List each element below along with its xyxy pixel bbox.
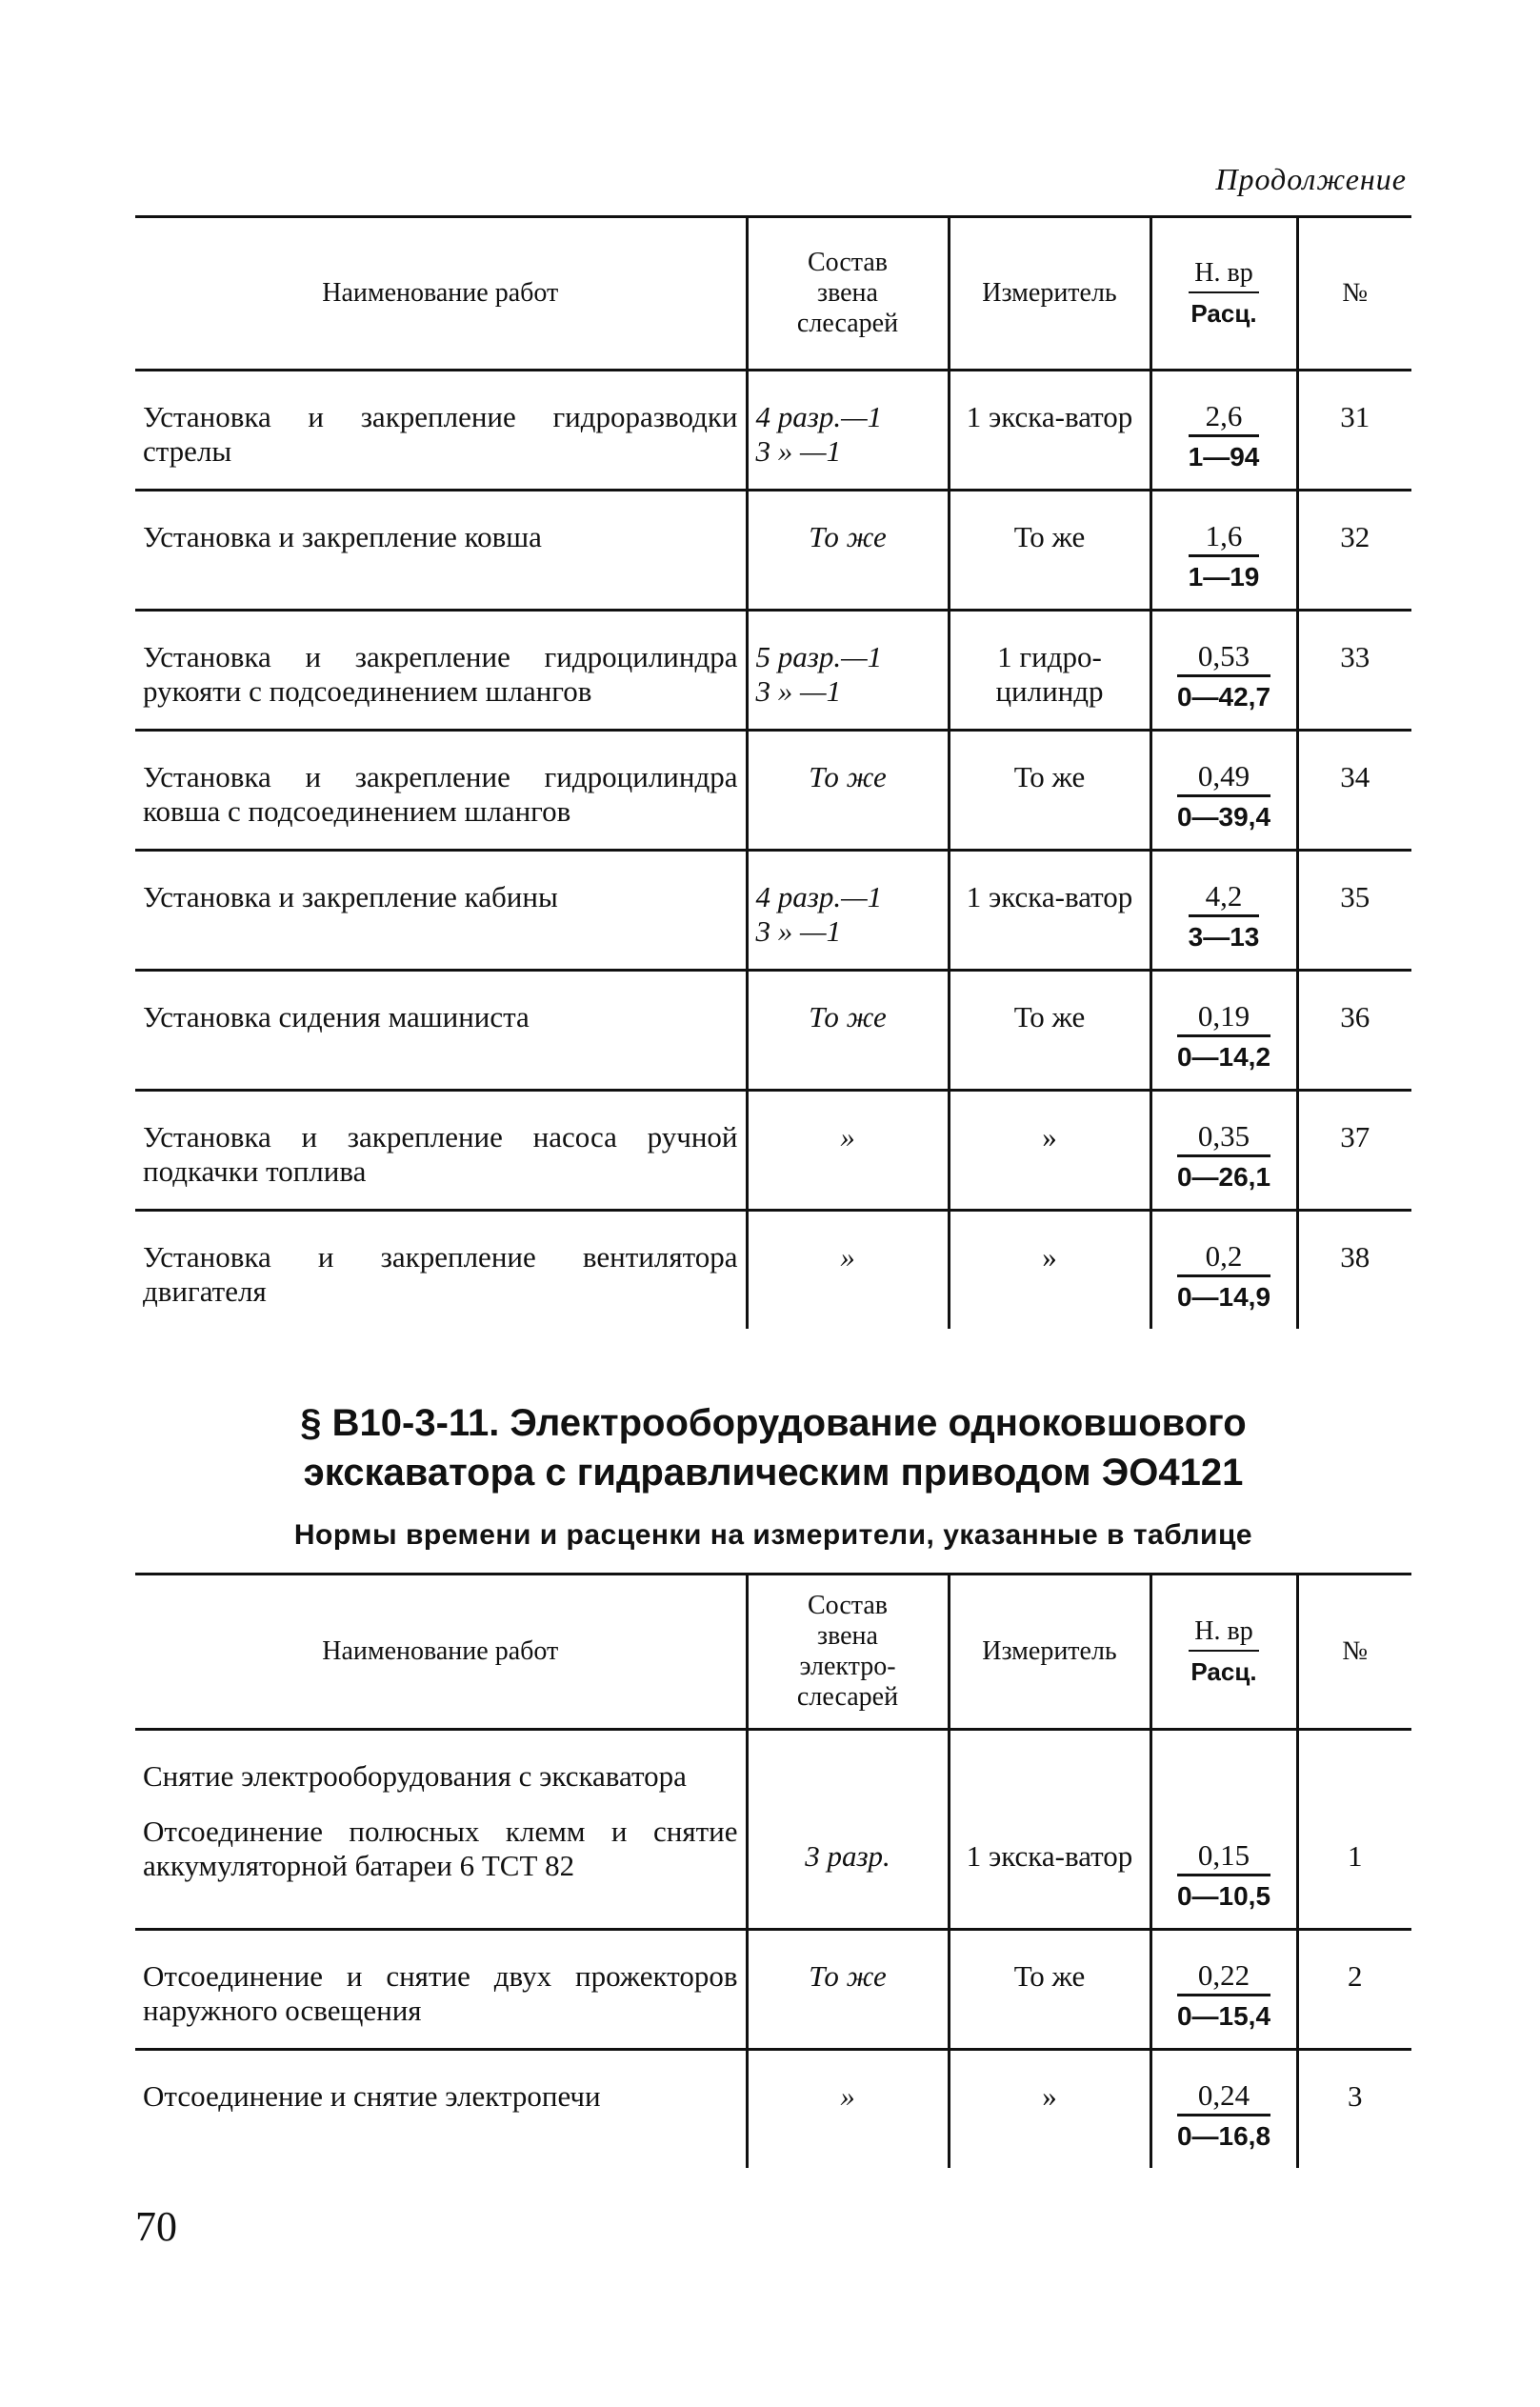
time-norm: 0,15 bbox=[1177, 1839, 1270, 1876]
crew: То же bbox=[747, 971, 949, 1091]
section-subtitle: Нормы времени и расценки на измерители, указанные в таблице bbox=[293, 1519, 1253, 1551]
time-norm: 0,19 bbox=[1177, 1000, 1270, 1037]
crew: То же bbox=[747, 1930, 949, 2050]
time-norm: 1,6 bbox=[1189, 520, 1260, 557]
measure: 1 гидро-цилиндр bbox=[949, 611, 1150, 731]
rate: 1—19 bbox=[1188, 562, 1260, 592]
work-name: Установка и закрепление насоса ручной подкачки топлива bbox=[135, 1091, 747, 1211]
rate: 0—14,9 bbox=[1176, 1282, 1271, 1312]
work-name: Установка и закрепление гидроцилиндра ковша с подсоединением шлангов bbox=[135, 731, 747, 851]
work-name: Установка и закрепление вентилятора двигателя bbox=[135, 1211, 747, 1330]
header-measure: Измеритель bbox=[949, 217, 1150, 371]
rate: 0—16,8 bbox=[1176, 2121, 1271, 2151]
rate: 0—42,7 bbox=[1176, 682, 1271, 712]
norm-fraction bbox=[1150, 611, 1297, 731]
crew: 4 разр.—1 3 » —1 bbox=[747, 371, 949, 491]
header-crew: Состав звена слесарей bbox=[747, 217, 949, 371]
measure: » bbox=[949, 2050, 1150, 2169]
time-norm: 0,49 bbox=[1177, 760, 1270, 797]
norm-fraction bbox=[1150, 971, 1297, 1091]
table-row bbox=[135, 1730, 1411, 1930]
crew: » bbox=[747, 2050, 949, 2169]
row-number: 33 bbox=[1297, 611, 1411, 731]
time-norm: 0,35 bbox=[1177, 1120, 1270, 1157]
table-row bbox=[135, 1211, 1411, 1330]
time-norm: 0,2 bbox=[1177, 1240, 1270, 1277]
header-time-norm: Н. вр bbox=[1189, 1615, 1258, 1652]
row-number: 1 bbox=[1297, 1730, 1411, 1930]
continuation-label: Продолжение bbox=[1215, 162, 1407, 196]
work-name: Установка и закрепление кабины bbox=[135, 851, 747, 971]
group-subheading: Снятие электрооборудования с экскаватора bbox=[143, 1759, 687, 1793]
rate: 0—39,4 bbox=[1176, 802, 1271, 832]
header-number: № bbox=[1297, 217, 1411, 371]
header-norm bbox=[1150, 217, 1297, 371]
rate: 0—14,2 bbox=[1176, 1042, 1271, 1072]
measure: 1 экска-ватор bbox=[949, 371, 1150, 491]
rate: 0—10,5 bbox=[1176, 1881, 1271, 1911]
time-norm: 0,24 bbox=[1177, 2079, 1270, 2116]
time-norm: 4,2 bbox=[1189, 880, 1260, 917]
header-number: № bbox=[1297, 1575, 1411, 1730]
work-name: Снятие электрооборудования с экскаватора Отсоединение полюсных клемм и снятие аккумуляторной батареи 6 ТСТ 82 bbox=[135, 1730, 747, 1930]
row-number: 2 bbox=[1297, 1930, 1411, 2050]
norm-fraction bbox=[1150, 2050, 1297, 2169]
measure: То же bbox=[949, 731, 1150, 851]
rate: 1—94 bbox=[1188, 442, 1260, 471]
norm-fraction bbox=[1150, 1730, 1297, 1930]
row-number: 38 bbox=[1340, 1240, 1370, 1274]
table-row bbox=[135, 971, 1411, 1091]
table-row bbox=[135, 491, 1411, 611]
measure: » bbox=[949, 1091, 1150, 1211]
table-row bbox=[135, 611, 1411, 731]
norm-fraction bbox=[1150, 1211, 1297, 1330]
measure: 1 экска-ватор bbox=[949, 851, 1150, 971]
table-row bbox=[135, 1091, 1411, 1211]
measure: 1 экска-ватор bbox=[949, 1730, 1150, 1930]
norm-fraction bbox=[1150, 491, 1297, 611]
section-title: § В10-3-11. Электрооборудование одноковшового экскаватора с гидравлическим приводом ЭО4121 bbox=[300, 1402, 1247, 1494]
row-number: 34 bbox=[1297, 731, 1411, 851]
measure: То же bbox=[949, 971, 1150, 1091]
time-norm: 0,53 bbox=[1177, 640, 1270, 677]
header-rate: Расц. bbox=[1190, 1657, 1257, 1686]
header-work-name: Наименование работ bbox=[135, 1575, 747, 1730]
crew: » bbox=[747, 1091, 949, 1211]
row-number: 36 bbox=[1297, 971, 1411, 1091]
time-norm: 0,22 bbox=[1177, 1959, 1270, 1996]
norm-fraction bbox=[1150, 851, 1297, 971]
norm-fraction bbox=[1150, 731, 1297, 851]
measure: То же bbox=[949, 1930, 1150, 2050]
norms-table-1 bbox=[135, 215, 1411, 1329]
header-time-norm: Н. вр bbox=[1189, 257, 1258, 293]
work-name: Установка и закрепление гидроцилиндра рукояти с подсоединением шлангов bbox=[135, 611, 747, 731]
rate: 3—13 bbox=[1188, 922, 1260, 952]
table-header-row bbox=[135, 217, 1411, 371]
table-row bbox=[135, 371, 1411, 491]
table-row bbox=[135, 731, 1411, 851]
measure: » bbox=[949, 1211, 1150, 1330]
norms-table-2 bbox=[135, 1573, 1411, 2168]
crew: 4 разр.—1 3 » —1 bbox=[747, 851, 949, 971]
time-norm: 2,6 bbox=[1189, 400, 1260, 437]
work-name: Установка и закрепление гидроразводки стрелы bbox=[135, 371, 747, 491]
rate: 0—15,4 bbox=[1176, 2001, 1271, 2031]
norm-fraction bbox=[1150, 371, 1297, 491]
work-name: Отсоединение и снятие электропечи bbox=[135, 2050, 747, 2169]
page-number: 70 bbox=[135, 2203, 177, 2250]
crew: 5 разр.—1 3 » —1 bbox=[747, 611, 949, 731]
header-crew: Состав звена электро- слесарей bbox=[747, 1575, 949, 1730]
row-number: 31 bbox=[1297, 371, 1411, 491]
row-number: 32 bbox=[1297, 491, 1411, 611]
norm-fraction bbox=[1150, 1930, 1297, 2050]
header-measure: Измеритель bbox=[949, 1575, 1150, 1730]
header-norm bbox=[1150, 1575, 1297, 1730]
crew: То же bbox=[747, 491, 949, 611]
table-header-row bbox=[135, 1575, 1411, 1730]
table-row bbox=[135, 2050, 1411, 2169]
header-rate: Расц. bbox=[1190, 299, 1257, 328]
work-name: Отсоединение и снятие двух прожекторов наружного освещения bbox=[135, 1930, 747, 2050]
header-work-name: Наименование работ bbox=[135, 217, 747, 371]
norm-fraction bbox=[1150, 1091, 1297, 1211]
crew: 3 разр. bbox=[747, 1730, 949, 1930]
measure: То же bbox=[949, 491, 1150, 611]
row-number: 37 bbox=[1297, 1091, 1411, 1211]
work-name: Установка и закрепление ковша bbox=[135, 491, 747, 611]
crew: » bbox=[747, 1211, 949, 1330]
row-number: 35 bbox=[1297, 851, 1411, 971]
row-number: 3 bbox=[1348, 2079, 1363, 2113]
work-name: Установка сидения машиниста bbox=[135, 971, 747, 1091]
rate: 0—26,1 bbox=[1176, 1162, 1271, 1192]
crew: То же bbox=[747, 731, 949, 851]
table-row bbox=[135, 851, 1411, 971]
table-row bbox=[135, 1930, 1411, 2050]
